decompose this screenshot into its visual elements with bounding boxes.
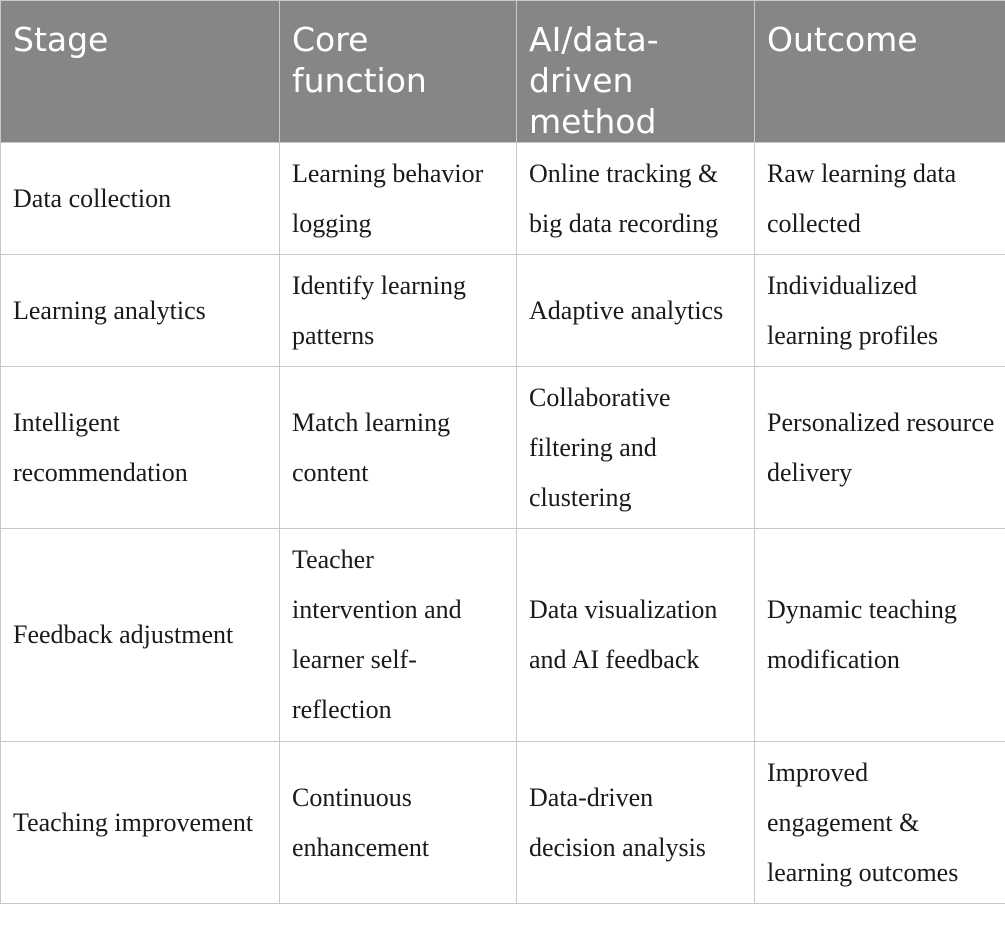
cell-core-function: Learning behavior logging — [280, 143, 517, 255]
header-outcome — [755, 1, 1005, 143]
header-core-function-line-2: function — [292, 61, 427, 100]
cell-core-function: Teacher intervention and learner self-reflection — [280, 529, 517, 742]
cell-method: Data-driven decision analysis — [517, 742, 755, 904]
cell-outcome: Individualized learning profiles — [755, 255, 1005, 367]
cell-outcome: Dynamic teaching modification — [755, 529, 1005, 742]
table-row — [1, 529, 1005, 742]
table-row — [1, 742, 1005, 904]
header-core-function — [280, 1, 517, 143]
cell-outcome: Personalized resource delivery — [755, 367, 1005, 529]
cell-core-function: Match learning content — [280, 367, 517, 529]
table-row — [1, 143, 1005, 255]
cell-stage: Feedback adjustment — [1, 529, 280, 742]
table-row — [1, 255, 1005, 367]
header-method — [517, 1, 755, 143]
header-stage-line-1: Stage — [13, 20, 109, 59]
cell-stage: Data collection — [1, 143, 280, 255]
table-row — [1, 367, 1005, 529]
header-core-function-line-1: Core — [292, 20, 369, 59]
table-header — [1, 1, 1005, 143]
cell-method: Collaborative filtering and clustering — [517, 367, 755, 529]
cell-method: Adaptive analytics — [517, 255, 755, 367]
cell-outcome: Improved engagement & learning outcomes — [755, 742, 1005, 904]
header-method-line-2: driven — [529, 61, 634, 100]
header-outcome-line-1: Outcome — [767, 20, 918, 59]
cell-stage: Learning analytics — [1, 255, 280, 367]
header-row — [1, 1, 1005, 143]
cell-core-function: Continuous enhancement — [280, 742, 517, 904]
header-stage — [1, 1, 280, 143]
cell-method: Data visualization and AI feedback — [517, 529, 755, 742]
cell-core-function: Identify learning patterns — [280, 255, 517, 367]
header-method-line-1: AI/data- — [529, 20, 659, 59]
cell-method: Online tracking & big data recording — [517, 143, 755, 255]
table-body — [1, 143, 1005, 904]
cell-stage: Intelligent recommendation — [1, 367, 280, 529]
cell-stage: Teaching improvement — [1, 742, 280, 904]
cell-outcome: Raw learning data collected — [755, 143, 1005, 255]
header-method-line-3: method — [529, 102, 657, 141]
